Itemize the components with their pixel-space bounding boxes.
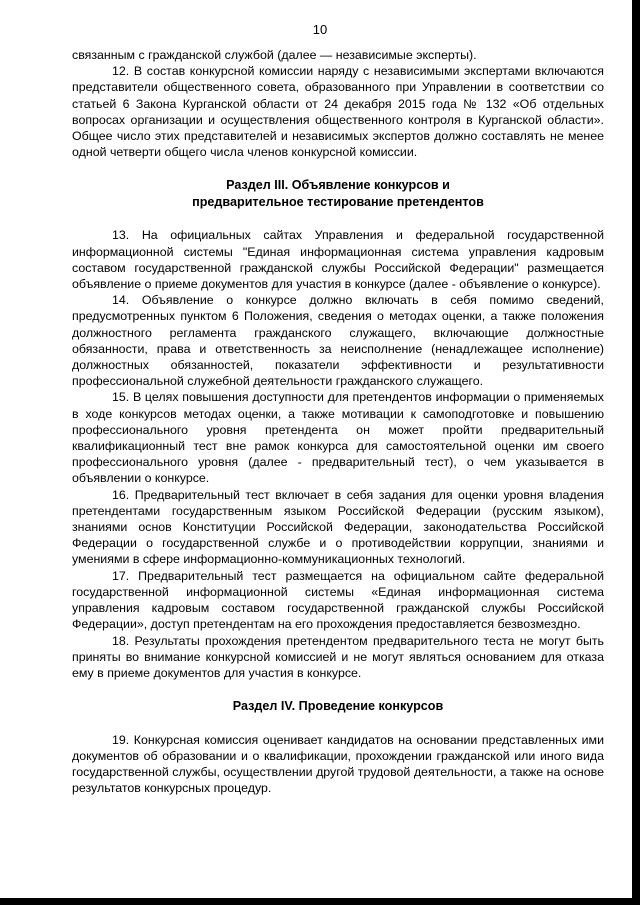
scan-edge-bottom [0,898,640,905]
document-body [72,47,604,796]
scan-edge-right [632,0,640,905]
paragraph-19: 19. Конкурсная комиссия оценивает кандидатов на основании представленных ими документов об образовании и о квалификации, прохождении гражданской или иного вида государственной службы, осуществлении другой трудовой деятельности, а также на основе результатов конкурсных процедур. [72,732,604,796]
paragraph-13: 13. На официальных сайтах Управления и федеральной государственной информационной системы "Единая информационная система управления кадровым составом государственной гражданской службы Российской Федерации" размещается объявление о приеме документов для участия в конкурсе (далее - объявление о конкурсе). [72,228,604,292]
paragraph-15: 15. В целях повышения доступности для претендентов информации о применяемых в ходе конкурсов методах оценки, а также мотивации к самоподготовке и повышению профессионального уровня претендента он может пройти предварительный квалификационный тест вне рамок конкурса для самостоятельной оценки им своего профессионального уровня (далее - предварительный тест), о чем указывается в объявлении о конкурсе. [72,390,604,486]
paragraph-18: 18. Результаты прохождения претендентом предварительного теста не могут быть приняты во внимание конкурсной комиссией и не могут являться основанием для отказа ему в приеме документов для участия в конкурсе. [72,633,604,680]
page-number: 10 [312,22,328,37]
section-4-title: Раздел IV. Проведение конкурсов [232,699,444,714]
paragraph-16: 16. Предварительный тест включает в себя задания для оценки уровня владения претендентами государственным языком Российской Федерации (русским языком), знаниями основ Конституции Российской Федерации, законодательства Российской Федерации о государственной службе и о противодействии коррупции, знаниями и умениями в сфере информационно-коммуникационных технологий. [72,487,604,567]
paragraph-17: 17. Предварительный тест размещается на официальном сайте федеральной государственной информационной системы «Единая информационная система управления кадровым составом государственной гражданской службы Российской Федерации», доступ претендентам на его прохождения предоставляется безвозмездно. [72,568,604,632]
section-3-title-line-2: предварительное тестирование претендентов [192,194,484,209]
paragraph-continuation: связанным с гражданской службой (далее — независимые эксперты). [72,48,477,62]
paragraph-14: 14. Объявление о конкурсе должно включать в себя помимо сведений, предусмотренных пунктом 6 Положения, сведения о методах оценки, а также положения должностного регламента гражданского служащего, включающие должностные обязанности, права и ответственность за неисполнение (ненадлежащее исполнение) должностных обязанностей, показатели эффективности и результативности профессиональной служебной деятельности гражданского служащего. [72,293,604,389]
section-3-title-line-1: Раздел III. Объявление конкурсов и [226,178,450,193]
paragraph-12: 12. В состав конкурсной комиссии наряду с независимыми экспертами включаются представители общественного совета, образованного при Управлении в соответствии со статьей 6 Закона Курганской области от 24 декабря 2015 года № 132 «Об отдельных вопросах организации и осуществления общественного контроля в Курганской области». Общее число этих представителей и независимых экспертов должно составлять не менее одной четверти общего числа членов конкурсной комиссии. [72,64,604,160]
